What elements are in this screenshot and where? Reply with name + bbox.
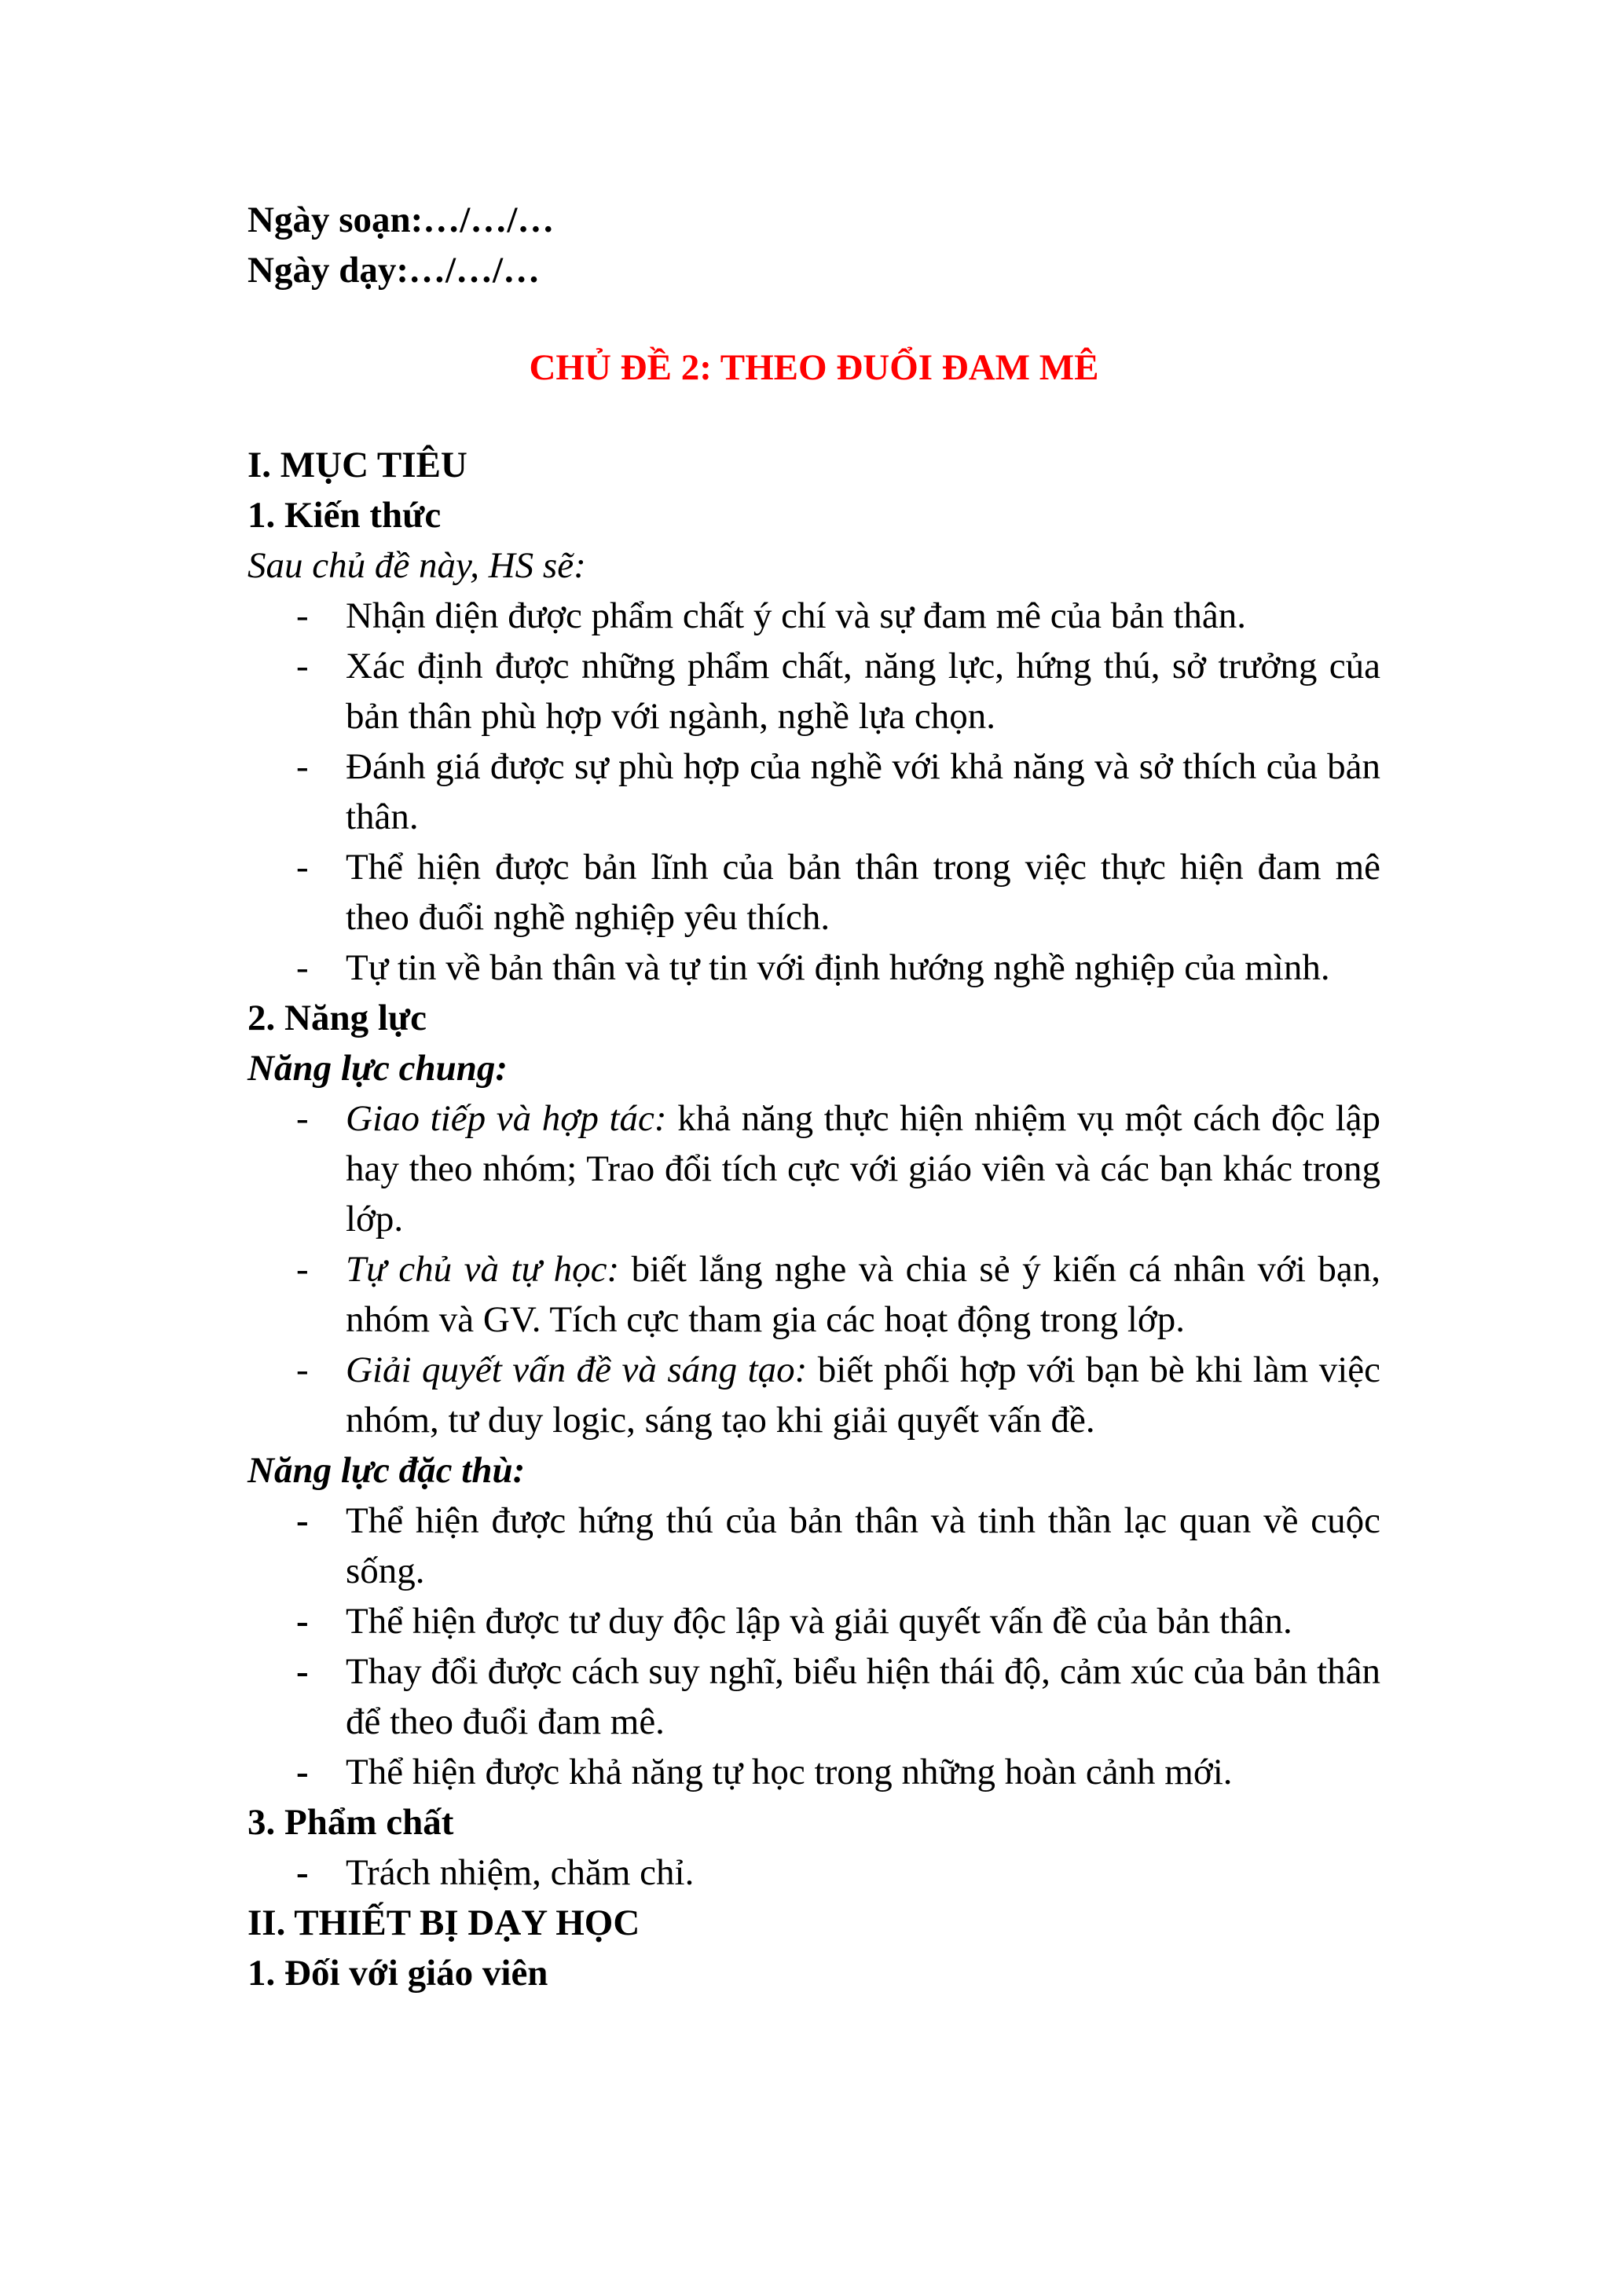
dash-marker: - (296, 1651, 309, 1692)
list-item: - Xác định được những phẩm chất, năng lực, hứng thú, sở trưởng của bản thân phù hợp với ngành, nghề lựa chọn. (247, 641, 1380, 742)
list-item: - Thể hiện được khả năng tự học trong những hoàn cảnh mới. (247, 1747, 1380, 1797)
subheading-qualities: 3. Phẩm chất (247, 1802, 454, 1843)
dash-marker: - (296, 1349, 309, 1390)
subheading-knowledge: 1. Kiến thức (247, 495, 442, 536)
dash-marker: - (296, 746, 309, 787)
general-competence-list (247, 1093, 1380, 1445)
specific-competence-list (247, 1496, 1380, 1797)
item-label: Giao tiếp và hợp tác: (346, 1098, 667, 1139)
date-taught: Ngày dạy:…/…/… (247, 250, 541, 291)
dash-marker: - (296, 595, 309, 636)
list-item: - Thể hiện được bản lĩnh của bản thân trong việc thực hiện đam mê theo đuổi nghề nghiệp yêu thích. (247, 842, 1380, 943)
dash-marker: - (296, 947, 309, 988)
dash-marker: - (296, 847, 309, 888)
section-heading-equipment: II. THIẾT BỊ DẠY HỌC (247, 1902, 640, 1943)
section-heading-objectives: I. MỤC TIÊU (247, 445, 467, 485)
list-item: - Trách nhiệm, chăm chỉ. (247, 1847, 1380, 1898)
list-item: - Thể hiện được hứng thú của bản thân và tinh thần lạc quan về cuộc sống. (247, 1496, 1380, 1596)
item-label: Tự chủ và tự học: (346, 1249, 620, 1290)
general-competence-heading: Năng lực chung: (247, 1048, 508, 1089)
document-page (247, 195, 1380, 1998)
list-item: - Đánh giá được sự phù hợp của nghề với khả năng và sở thích của bản thân. (247, 742, 1380, 842)
list-item: - Nhận diện được phẩm chất ý chí và sự đam mê của bản thân. (247, 591, 1380, 641)
dash-marker: - (296, 1098, 309, 1139)
specific-competence-heading: Năng lực đặc thù: (247, 1450, 526, 1491)
list-item: - Tự tin về bản thân và tự tin với định hướng nghề nghiệp của mình. (247, 943, 1380, 993)
item-label: Giải quyết vấn đề và sáng tạo: (346, 1349, 808, 1390)
subheading-for-teacher: 1. Đối với giáo viên (247, 1953, 548, 1994)
dash-marker: - (296, 1601, 309, 1642)
knowledge-list (247, 591, 1380, 993)
list-item: - Giải quyết vấn đề và sáng tạo: biết phối hợp với bạn bè khi làm việc nhóm, tư duy logic, sáng tạo khi giải quyết vấn đề. (247, 1345, 1380, 1445)
topic-title: CHỦ ĐỀ 2: THEO ĐUỔI ĐAM MÊ (529, 347, 1099, 388)
list-item: - Tự chủ và tự học: biết lắng nghe và chia sẻ ý kiến cá nhân với bạn, nhóm và GV. Tích cực tham gia các hoạt động trong lớp. (247, 1244, 1380, 1345)
date-prepared: Ngày soạn:…/…/… (247, 200, 555, 240)
subheading-competence: 2. Năng lực (247, 998, 427, 1038)
knowledge-intro: Sau chủ đề này, HS sẽ: (247, 545, 586, 586)
dash-marker: - (296, 1500, 309, 1541)
list-item: - Thể hiện được tư duy độc lập và giải quyết vấn đề của bản thân. (247, 1596, 1380, 1646)
dash-marker: - (296, 646, 309, 687)
dash-marker: - (296, 1752, 309, 1792)
qualities-list (247, 1847, 1380, 1898)
dash-marker: - (296, 1852, 309, 1893)
dash-marker: - (296, 1249, 309, 1290)
list-item: - Giao tiếp và hợp tác: khả năng thực hiện nhiệm vụ một cách độc lập hay theo nhóm; Trao đổi tích cực với giáo viên và các bạn khác trong lớp. (247, 1093, 1380, 1244)
list-item: - Thay đổi được cách suy nghĩ, biểu hiện thái độ, cảm xúc của bản thân để theo đuổi đam mê. (247, 1646, 1380, 1747)
